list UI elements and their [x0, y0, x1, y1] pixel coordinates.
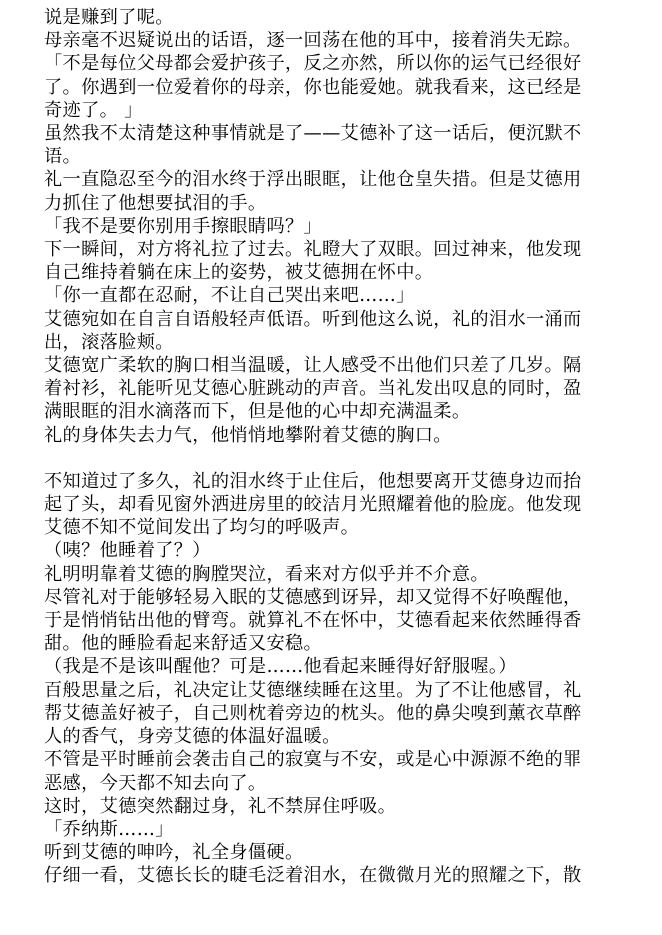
text-line: 百般思量之后，礼决定让艾德继续睡在这里。为了不让他感冒，礼: [44, 679, 582, 701]
text-line: 礼一直隐忍至今的泪水终于浮出眼眶，让他仓皇失措。但是艾德用: [44, 169, 582, 191]
text-line: 自己维持着躺在床上的姿势，被艾德拥在怀中。: [44, 262, 434, 284]
text-line: 下一瞬间，对方将礼拉了过去。礼瞪大了双眼。回过神来，他发现: [44, 239, 582, 261]
text-line: 语。: [44, 146, 82, 168]
text-line: 仔细一看，艾德长长的睫毛泛着泪水，在微微月光的照耀之下，散: [44, 865, 582, 887]
paragraph: [44, 122, 622, 168]
paragraph: [44, 354, 622, 424]
text-line: 艾德不知不觉间发出了均匀的呼吸声。: [44, 517, 360, 539]
paragraph: [44, 470, 622, 540]
text-line: 礼明明靠着艾德的胸膛哭泣，看来对方似乎并不介意。: [44, 563, 489, 585]
text-line: 恶感，今天都不知去向了。: [44, 772, 267, 794]
paragraph: [44, 679, 622, 749]
text-line: 不知道过了多久，礼的泪水终于止住后，他想要离开艾德身边而抬: [44, 470, 582, 492]
text-line: 「我不是要你别用手擦眼睛吗？」: [44, 215, 323, 237]
text-line: 了。你遇到一位爱着你的母亲，你也能爱她。就我看来，这已经是: [44, 76, 582, 98]
paragraph: [44, 655, 622, 678]
paragraph: [44, 168, 622, 214]
text-line: 满眼眶的泪水滴落而下，但是他的心中却充满温柔。: [44, 401, 471, 423]
text-line: 虽然我不太清楚这种事情就是了——艾德补了这一话后，便沉默不: [44, 123, 582, 145]
text-line: 这时，艾德突然翻过身，礼不禁屏住呼吸。: [44, 795, 397, 817]
paragraph: [44, 795, 622, 818]
text-line: 甜。他的睡脸看起来舒适又安稳。: [44, 633, 323, 655]
paragraph: [44, 586, 622, 656]
text-line: （我是不是该叫醒他？可是……他看起来睡得好舒服喔。）: [44, 656, 517, 678]
text-line: 出，滚落脸颊。: [44, 331, 174, 353]
text-line: 于是悄悄钻出他的臂弯。就算礼不在怀中，艾德看起来依然睡得香: [44, 610, 582, 632]
text-line: 「你一直都在忍耐，不让自己哭出来吧……」: [44, 285, 415, 307]
text-line: 帮艾德盖好被子，自己则枕着旁边的枕头。他的鼻尖嗅到薰衣草醉: [44, 702, 582, 724]
text-line: 母亲毫不迟疑说出的话语，逐一回荡在他的耳中，接着消失无踪。: [44, 30, 582, 52]
text-line: 艾德宽广柔软的胸口相当温暖，让人感受不出他们只差了几岁。隔: [44, 355, 582, 377]
text-line: （咦？他睡着了？）: [44, 540, 211, 562]
paragraph: [44, 424, 622, 447]
paragraph: [44, 6, 622, 29]
text-line: 「乔纳斯……」: [44, 818, 174, 840]
text-line: 着衬衫，礼能听见艾德心脏跳动的声音。当礼发出叹息的同时，盈: [44, 378, 582, 400]
text-line: 礼的身体失去力气，他悄悄地攀附着艾德的胸口。: [44, 424, 452, 446]
text-line: 力抓住了他想要拭泪的手。: [44, 192, 267, 214]
paragraph: [44, 284, 622, 307]
text-line: 说是赚到了呢。: [44, 7, 174, 28]
paragraph: [44, 52, 622, 122]
paragraph: [44, 215, 622, 238]
paragraph: [44, 29, 622, 52]
paragraph: [44, 308, 622, 354]
paragraph: [44, 563, 622, 586]
paragraph: [44, 864, 622, 887]
text-line: 人的香气，身旁艾德的体温好温暖。: [44, 726, 341, 748]
paragraph: [44, 539, 622, 562]
text-line: 听到艾德的呻吟，礼全身僵硬。: [44, 842, 304, 864]
text-line: 艾德宛如在自言自语般轻声低语。听到他这么说，礼的泪水一涌而: [44, 308, 582, 330]
text-line: 奇迹了。 」: [44, 99, 143, 121]
text-line: 「不是每位父母都会爱护孩子，反之亦然，所以你的运气已经很好: [44, 53, 582, 75]
paragraph: [44, 841, 622, 864]
text-line: 起了头，却看见窗外洒进房里的皎洁月光照耀着他的脸庞。他发现: [44, 494, 582, 516]
paragraph: [44, 238, 622, 284]
text-line: 不管是平时睡前会袭击自己的寂寞与不安，或是心中源源不绝的罪: [44, 749, 582, 771]
paragraph: [44, 748, 622, 794]
text-line: 尽管礼对于能够轻易入眠的艾德感到讶异，却又觉得不好唤醒他，: [44, 586, 582, 608]
paragraph-gap: [44, 447, 622, 470]
paragraph: [44, 818, 622, 841]
